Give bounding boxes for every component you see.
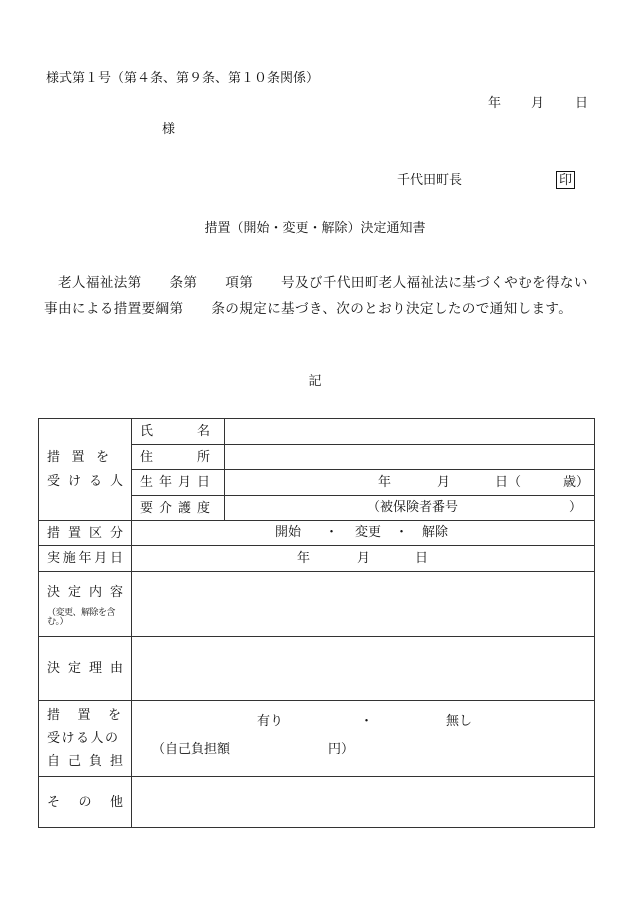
addressee-suffix: 様 (162, 122, 176, 137)
self-pay-amount-open: （自己負担額 (152, 741, 231, 757)
row-decision-reason (39, 637, 595, 701)
option-cancel[interactable]: 解除 (422, 525, 449, 540)
doc-title: 措置（開始・変更・解除）決定通知書 (204, 221, 426, 236)
form-number: 様式第１号（第４条、第９条、第１０条関係） (46, 71, 320, 86)
issuer-title: 千代田町長 (397, 173, 463, 188)
decision-content-label: 決 定 内 容 （変更、解除を含む。） (39, 572, 132, 637)
care-level-field[interactable] (225, 496, 595, 521)
name-label: 氏 名 (132, 419, 225, 445)
address-field[interactable] (225, 445, 595, 470)
implementation-date-label: 実 施 年 月 日 (39, 546, 132, 572)
implementation-date-field[interactable] (132, 546, 595, 572)
recipient-label (39, 419, 132, 521)
impl-day: 日 (415, 550, 429, 566)
birth-age: 歳） (563, 474, 590, 490)
date-year: 年 (488, 96, 502, 111)
birthdate-label: 生 年 月 日 (132, 470, 225, 496)
decision-reason-field[interactable] (132, 637, 595, 701)
name-field[interactable] (225, 419, 595, 445)
seal-mark: 印 (556, 171, 575, 189)
date-day: 日 (575, 96, 589, 111)
row-other (39, 777, 595, 828)
insured-number-close: ） (569, 500, 583, 515)
impl-month: 月 (357, 550, 371, 566)
ki-mark: 記 (308, 374, 322, 389)
decision-reason-label: 決 定 理 由 (39, 637, 132, 701)
option-change[interactable]: 変更 (355, 525, 382, 540)
birth-month: 月 (437, 474, 451, 490)
insured-number-open: （被保険者番号 (367, 500, 459, 515)
option-separator-2: ・ (395, 525, 409, 540)
option-start[interactable]: 開始 (275, 525, 302, 540)
self-pay-field (132, 701, 595, 777)
self-pay-amount-close: 円） (328, 741, 355, 757)
recipient-label-line1: 措 置 を (47, 450, 109, 465)
date-month: 月 (531, 96, 545, 111)
row-implementation-date (39, 546, 595, 572)
birth-day: 日（ (495, 474, 522, 490)
option-separator-1: ・ (325, 525, 339, 540)
other-label: そ の 他 (39, 777, 132, 828)
decision-content-field[interactable] (132, 572, 595, 637)
self-pay-no[interactable]: 無し (446, 713, 473, 729)
row-name (39, 419, 595, 445)
measure-form-table (38, 418, 595, 828)
care-level-label: 要 介 護 度 (132, 496, 225, 521)
recipient-label-line2: 受 け る 人 (47, 474, 123, 489)
decision-content-note: （変更、解除を含む。） (47, 608, 116, 627)
row-measure-type (39, 521, 595, 546)
row-decision-content (39, 572, 595, 637)
address-label: 住 所 (132, 445, 225, 470)
birth-year: 年 (378, 474, 392, 490)
other-field[interactable] (132, 777, 595, 828)
impl-year: 年 (297, 550, 311, 566)
measure-type-label: 措 置 区 分 (39, 521, 132, 546)
birthdate-field[interactable] (225, 470, 595, 496)
self-pay-label: 措 置 を 受ける人の 自 己 負 担 (39, 701, 132, 777)
self-pay-dot: ・ (360, 713, 374, 729)
row-self-pay (39, 701, 595, 777)
measure-type-field (132, 521, 595, 546)
self-pay-yes[interactable]: 有り (257, 713, 284, 729)
body-text: 老人福祉法第 条第 項第 号及び千代田町老人福祉法に基づくやむを得ない事由による措置要綱第 条の規定に基づき、次のとおり決定したので通知します。 (44, 275, 588, 317)
